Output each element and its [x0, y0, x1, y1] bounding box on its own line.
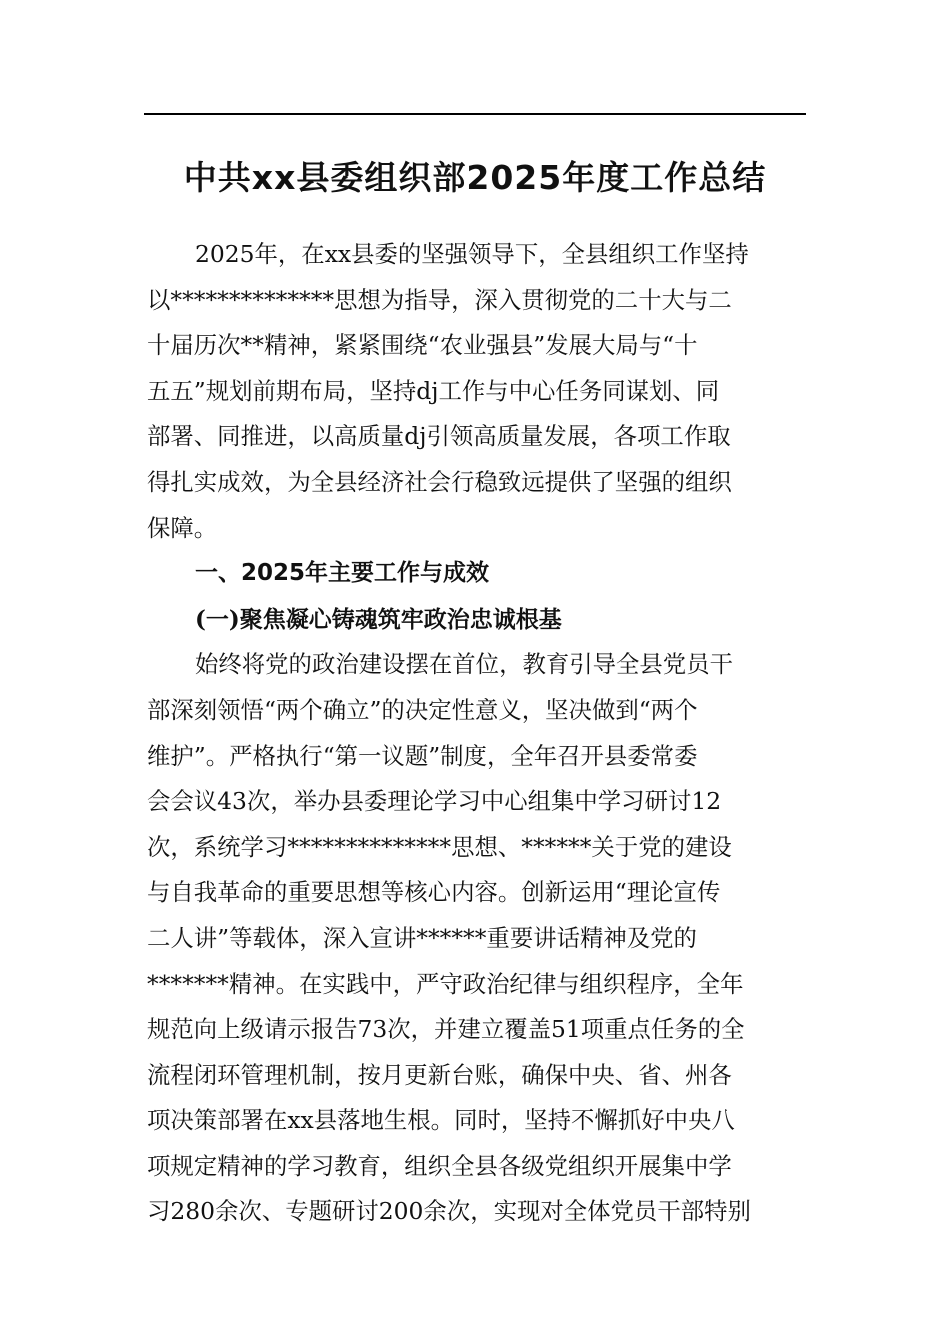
- paragraph-line: 流程闭环管理机制，按月更新台账，确保中央、省、州各: [147, 1060, 732, 1089]
- paragraph-line: 规范向上级请示报告73次，并建立覆盖51项重点任务的全: [147, 1015, 745, 1044]
- paragraph-line: 项规定精神的学习教育，组织全县各级党组织开展集中学: [147, 1151, 732, 1180]
- section-heading-1: 一、2025年主要工作与成效: [195, 560, 490, 587]
- paragraph-line: 习280余次、专题研讨200余次，实现对全体党员干部特别: [147, 1197, 751, 1226]
- paragraph-line: 始终将党的政治建设摆在首位，教育引导全县党员干: [195, 650, 733, 679]
- paragraph-line: 二人讲”等载体，深入宣讲******重要讲话精神及党的: [147, 923, 697, 952]
- paragraph-line: *******精神。在实践中，严守政治纪律与组织程序，全年: [147, 969, 744, 998]
- subsection-heading-1: (一)聚焦凝心铸魂筑牢政治忠诚根基: [195, 605, 562, 633]
- header-rule: [144, 113, 806, 115]
- document-body: [147, 232, 803, 1235]
- paragraph-intro-line-3: 十届历次**精神，紧紧围绕“农业强县”发展大局与“十: [147, 331, 698, 360]
- paragraph-line: 维护”。严格执行“第一议题”制度，全年召开县委常委: [147, 741, 698, 770]
- paragraph-intro-line-7: 保障。: [147, 513, 218, 542]
- document-title: 中共xx县委组织部2025年度工作总结: [183, 158, 767, 197]
- paragraph-line: 次，系统学习**************思想、******关于党的建设: [147, 832, 732, 861]
- paragraph-intro-line-4: 五五”规划前期布局，坚持dj工作与中心任务同谋划、同: [147, 376, 720, 405]
- paragraph-line: 与自我革命的重要思想等核心内容。创新运用“理论宣传: [147, 878, 721, 907]
- paragraph-intro-line-1: 2025年，在xx县委的坚强领导下，全县组织工作坚持: [195, 240, 749, 268]
- paragraph-intro-line-2: 以**************思想为指导，深入贯彻党的二十大与二: [147, 285, 732, 314]
- paragraph-line: 部深刻领悟“两个确立”的决定性意义，坚决做到“两个: [147, 695, 698, 724]
- paragraph-line: 会会议43次，举办县委理论学习中心组集中学习研讨12: [147, 787, 722, 816]
- paragraph-line: 项决策部署在xx县落地生根。同时，坚持不懈抓好中央八: [147, 1106, 735, 1135]
- paragraph-intro-line-5: 部署、同推进，以高质量dj引领高质量发展，各项工作取: [147, 422, 731, 451]
- paragraph-intro-line-6: 得扎实成效，为全县经济社会行稳致远提供了坚强的组织: [147, 467, 732, 496]
